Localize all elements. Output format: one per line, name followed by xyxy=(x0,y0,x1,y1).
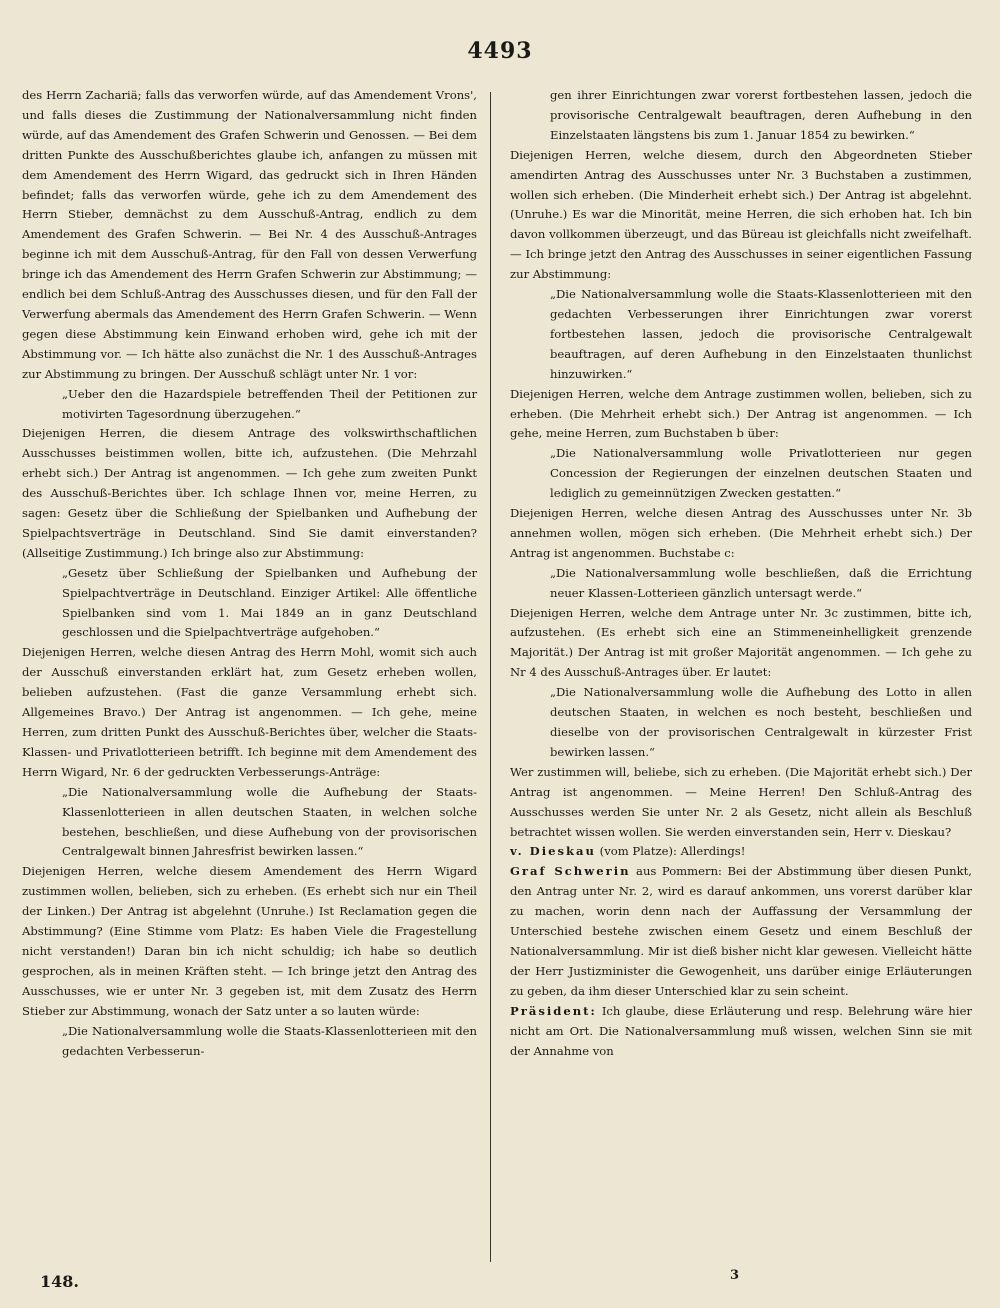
speaker-name: Präsident: xyxy=(510,1003,597,1018)
paragraph-text: „Die Nationalversammlung wolle beschließen, daß die Errichtung neuer Klassen-Lotterieen gänzlich untersagt werde.“ xyxy=(550,565,972,600)
body-paragraph xyxy=(510,763,972,843)
quoted-motion xyxy=(510,285,972,385)
column-divider xyxy=(490,92,491,1262)
body-paragraph xyxy=(510,504,972,564)
quoted-motion xyxy=(510,683,972,763)
right-column xyxy=(510,86,972,1266)
body-paragraph xyxy=(22,643,477,782)
paragraph-text: Diejenigen Herren, welche dem Antrage unter Nr. 3c zustimmen, bitte ich, aufzustehen. (Es erhebt sich eine an Stimmeneinhelligkeit grenzende Majorität.) Der Antrag ist mit großer Majorität angenommen. — Ich gehe zu Nr 4 des Ausschuß-Antrages über. Er lautet: xyxy=(510,605,972,680)
body-paragraph xyxy=(510,604,972,684)
body-paragraph xyxy=(510,146,972,285)
paragraph-text: Diejenigen Herren, welche diesen Antrag des Ausschusses unter Nr. 3b annehmen wollen, mögen sich erheben. (Die Mehrheit erhebt sich.) Der Antrag ist angenommen. Buchstabe c: xyxy=(510,506,972,560)
paragraph-text: „Ueber den die Hazardspiele betreffenden Theil der Petitionen zur motivirten Tagesordnung überzugehen.“ xyxy=(62,386,477,421)
paragraph-text: „Die Nationalversammlung wolle die Staats-Klassenlotterieen mit den gedachten Verbesserun- xyxy=(62,1023,477,1058)
paragraph-text: Diejenigen Herren, welche dem Antrage zustimmen wollen, belieben, sich zu erheben. (Die Mehrheit erhebt sich.) Der Antrag ist angenommen. — Ich gehe, meine Herren, zum Buchstaben b über: xyxy=(510,386,972,441)
paragraph-text: aus Pommern: Bei der Abstimmung über diesen Punkt, den Antrag unter Nr. 2, wird es darauf ankommen, uns vorerst darüber klar zu machen, worin denn nach der Auffassung der Versammlung der Unterschied bestehe zwischen einem Gesetz und einem Beschluß der Nationalversammlung. Mir ist dieß bisher nicht klar gewesen. Vielleicht hätte der Herr Justizminister die Gewogenheit, uns darüber einige Erläuterungen zu geben, da ihm dieser Unterschied klar zu sein scheint. xyxy=(510,864,972,998)
speaker-name: Graf Schwerin xyxy=(510,864,631,879)
paragraph-text: Diejenigen Herren, welche diesem, durch den Abgeordneten Stieber amendirten Antrag des Ausschusses unter Nr. 3 Buchstaben a zustimmen, wollen sich erheben. (Die Minderheit erhebt sich.) Der Antrag ist abgelehnt. (Unruhe.) Es war die Minorität, meine Herren, die sich erhoben hat. Ich bin davon vollkommen überzeugt, und das Büreau ist gleichfalls nicht zweifelhaft. — Ich bringe jetzt den Antrag des Ausschusses in seiner eigentlichen Fassung zur Abstimmung: xyxy=(510,147,972,282)
paragraph-text: gen ihrer Einrichtungen zwar vorerst fortbestehen lassen, jedoch die provisorische Centralgewalt beauftragen, deren Aufhebung in den Einzelstaaten längstens bis zum 1. Januar 1854 zu bewirken.“ xyxy=(550,88,972,142)
quoted-motion xyxy=(22,783,477,863)
paragraph-text: Ich glaube, diese Erläuterung und resp. Belehrung wäre hier nicht am Ort. Die Nationalversammlung muß wissen, welchen Sinn sie mit der Annahme von xyxy=(510,1003,972,1058)
sheet-mark: 148. xyxy=(40,1272,79,1291)
quoted-motion xyxy=(22,564,477,644)
paragraph-text: Diejenigen Herren, welche diesen Antrag des Herrn Mohl, womit sich auch der Ausschuß einverstanden erklärt hat, zum Gesetz erheben wollen, belieben aufzustehen. (Fast die ganze Versammlung erhebt sich. Allgemeines Bravo.) Der Antrag ist angenommen. — Ich gehe, meine Herren, zum dritten Punkt des Ausschuß-Berichtes über, welcher die Staats-Klassen- und Privatlotterieen betrifft. Ich beginne mit dem Amendement des Herrn Wigard, Nr. 6 der gedruckten Verbesserungs-Anträge: xyxy=(22,645,477,779)
paragraph-text: Wer zustimmen will, beliebe, sich zu erheben. (Die Majorität erhebt sich.) Der Antrag ist angenommen. — Meine Herren! Den Schluß-Antrag des Ausschusses werden Sie unter Nr. 2 als Gesetz, nicht allein als Beschluß betrachtet wissen wollen. Sie werden einverstanden sein, Herr v. Dieskau? xyxy=(510,764,972,839)
signature-mark: 3 xyxy=(730,1268,740,1283)
speaker-name: v. Dieskau xyxy=(510,844,596,859)
left-column xyxy=(22,86,477,1266)
body-paragraph xyxy=(510,385,972,445)
speaker-paragraph xyxy=(510,862,972,1001)
paragraph-text: „Die Nationalversammlung wolle die Aufhebung der Staats-Klassenlotterieen in allen deutschen Staaten, in welchen solche bestehen, beschließen, und diese Aufhebung von der provisorischen Centralgewalt binnen Jahresfrist bewirken lassen.“ xyxy=(62,784,477,859)
paragraph-text: „Die Nationalversammlung wolle die Aufhebung des Lotto in allen deutschen Staaten, in welchen es noch besteht, beschließen und dieselbe von der provisorischen Centralgewalt in kürzester Frist bewirken lassen.“ xyxy=(550,685,972,759)
speaker-paragraph xyxy=(510,1002,972,1062)
paragraph-text: Diejenigen Herren, die diesem Antrage des volkswirthschaftlichen Ausschusses beistimmen wollen, bitte ich, aufzustehen. (Die Mehrzahl erhebt sich.) Der Antrag ist angenommen. — Ich gehe zum zweiten Punkt des Ausschuß-Berichtes über. Ich schlage Ihnen vor, meine Herren, zu sagen: Gesetz über die Schließung der Spielbanken und Aufhebung der Spielpachtsverträge in Deutschland. Sind Sie damit einverstanden? (Allseitige Zustimmung.) Ich bringe also zur Abstimmung: xyxy=(22,426,477,560)
paragraph-text: Diejenigen Herren, welche diesem Amendement des Herrn Wigard zustimmen wollen, belieben, sich zu erheben. (Es erhebt sich nur ein Theil der Linken.) Der Antrag ist abgelehnt (Unruhe.) Ist Reclamation gegen die Abstimmung? (Eine Stimme vom Platz: Es haben Viele die Fragestellung nicht verstanden!) Daran bin ich nicht schuldig; ich habe so deutlich gesprochen, als in meinen Kräften steht. — Ich bringe jetzt den Antrag des Ausschusses, wie er unter Nr. 3 gegeben ist, mit dem Zusatz des Herrn Stieber zur Abstimmung, wonach der Satz unter a so lauten würde: xyxy=(22,864,477,1018)
speaker-paragraph xyxy=(510,842,972,862)
body-paragraph xyxy=(22,86,477,385)
quoted-motion xyxy=(22,1022,477,1062)
body-paragraph xyxy=(22,862,477,1021)
paragraph-text: „Die Nationalversammlung wolle Privatlotterieen nur gegen Concession der Regierungen der einzelnen deutschen Staaten und lediglich zu gemeinnützigen Zwecken gestatten.“ xyxy=(550,446,972,501)
paragraph-text: des Herrn Zachariä; falls das verworfen würde, auf das Amendement Vrons', und falls dieses die Zustimmung der Nationalversammlung nicht finden würde, auf das Amendement des Grafen Schwerin und Genossen. — Bei dem dritten Punkte des Ausschußberichtes glaube ich, anfangen zu müssen mit dem Amendement des Herrn Wigard, das gedruckt sich in Ihren Händen befindet; falls das verworfen würde, gehe ich zu dem Amendement des Herrn Stieber, demnächst zu dem Ausschuß-Antrag, endlich zu dem Amendement des Grafen Schwerin. — Bei Nr. 4 des Ausschuß-Antrages beginne ich mit dem Ausschuß-Antrag, für den Fall von dessen Verwerfung bringe ich das Amendement des Herrn Grafen Schwerin zur Abstimmung; — endlich bei dem Schluß-Antrag des Ausschusses diesen, und für den Fall der Verwerfung abermals das Amendement des Herrn Grafen Schwerin. — Wenn gegen diese Abstimmung kein Einwand erhoben wird, gehe ich mit der Abstimmung vor. — Ich hätte also zunächst die Nr. 1 des Ausschuß-Antrages zur Abstimmung zu bringen. Der Ausschuß schlägt unter Nr. 1 vor: xyxy=(22,88,477,381)
paragraph-text: „Gesetz über Schließung der Spielbanken und Aufhebung der Spielpachtverträge in Deutschland. Einziger Artikel: Alle öffentliche Spielbanken sind vom 1. Mai 1849 an in ganz Deutschland geschlossen und die Spielpachtverträge aufgehoben.“ xyxy=(62,565,477,640)
paragraph-text: „Die Nationalversammlung wolle die Staats-Klassenlotterieen mit den gedachten Verbesserungen ihrer Einrichtungen zwar vorerst fortbestehen lassen, jedoch die provisorische Centralgewalt beauftragen, auf deren Aufhebung in den Einzelstaaten thunlichst hinzuwirken.“ xyxy=(550,287,972,381)
body-paragraph xyxy=(22,424,477,563)
quoted-motion xyxy=(510,86,972,146)
quoted-motion xyxy=(22,385,477,425)
quoted-motion xyxy=(510,444,972,504)
quoted-motion xyxy=(510,564,972,604)
paragraph-text: (vom Platze): Allerdings! xyxy=(595,844,746,859)
page-number: 4493 xyxy=(467,38,533,64)
